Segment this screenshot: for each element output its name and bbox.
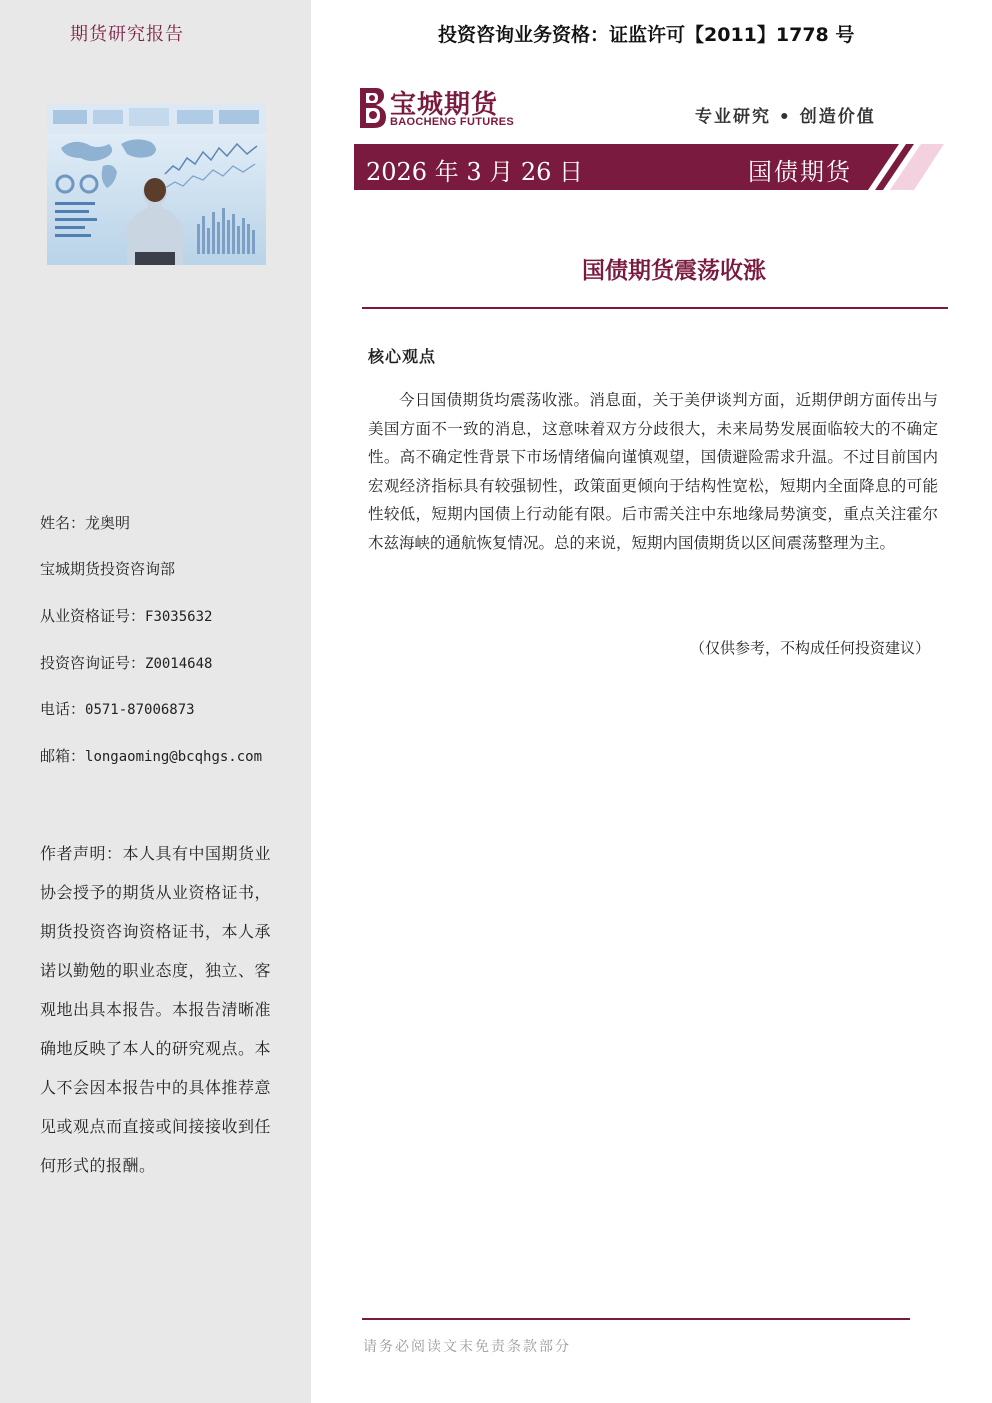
logo-chinese-name: 宝城期货: [390, 90, 499, 120]
qualification-value: F3035632: [145, 609, 213, 625]
core-view-heading: 核心观点: [368, 347, 437, 366]
contact-department: [40, 558, 175, 579]
sidebar: [0, 0, 311, 1403]
core-view-body: 今日国债期货均震荡收涨。消息面，关于美伊谈判方面，近期伊朗方面传出与美国方面不一致的消息，这意味着双方分歧很大，未来局势发展面临较大的不确定性。高不确定性背景下市场情绪偏向谨慎观望，国债避险需求升温。不过目前国内宏观经济指标具有较强韧性，政策面更倾向于结构性宽松，短期内全面降息的可能性较低，短期内国债上行动能有限。后市需关注中东地缘局势演变，重点关注霍尔木兹海峡的通航恢复情况。总的来说，短期内国债期货以区间震荡整理为主。: [368, 391, 938, 552]
cover-image: [47, 104, 266, 265]
contact-name-value: 龙奥明: [85, 514, 131, 532]
qualification-label: 从业资格证号：: [40, 607, 146, 625]
report-title: 国债期货震荡收涨: [582, 258, 766, 284]
phone-label: 电话：: [40, 700, 86, 718]
author-declaration: 作者声明：本人具有中国期货业协会授予的期货从业资格证书，期货投资咨询资格证书，本人承诺以勤勉的职业态度，独立、客观地出具本报告。本报告清晰准确地反映了本人的研究观点。本人不会因本报告中的具体推荐意见或观点而直接或间接接收到任何形式的报酬。: [40, 844, 272, 1175]
logo-english-name: BAOCHENG FUTURES: [390, 116, 514, 128]
footer-note: 请务必阅读文末免责条款部分: [363, 1339, 571, 1355]
title-divider: [362, 307, 948, 309]
report-date: 2026 年 3 月 26 日: [366, 158, 584, 186]
email-value[interactable]: longaoming@bcqhgs.com: [85, 749, 263, 765]
footer-divider: [362, 1318, 910, 1320]
company-logo: [354, 84, 534, 132]
contact-consulting-license: [40, 652, 212, 673]
contact-qualification: [40, 605, 212, 626]
contact-name: [40, 512, 130, 533]
investment-disclaimer: （仅供参考，不构成任何投资建议）: [689, 639, 930, 657]
consulting-license-value: Z0014648: [145, 656, 213, 672]
contact-name-label: 姓名：: [40, 514, 86, 532]
license-statement: 投资咨询业务资格：证监许可【2011】1778 号: [438, 24, 855, 46]
contact-phone: [40, 698, 195, 719]
contact-department-label: 宝城期货投资咨询部: [40, 560, 176, 578]
email-label: 邮箱：: [40, 747, 86, 765]
report-type-label: 期货研究报告: [70, 24, 184, 45]
company-slogan: 专业研究 • 创造价值: [695, 107, 876, 127]
report-category: 国债期货: [748, 158, 852, 186]
phone-value: 0571-87006873: [85, 702, 195, 718]
date-category-banner: [354, 144, 944, 190]
contact-email: [40, 745, 262, 766]
consulting-license-label: 投资咨询证号：: [40, 654, 146, 672]
logo-mark-icon: [354, 84, 388, 130]
